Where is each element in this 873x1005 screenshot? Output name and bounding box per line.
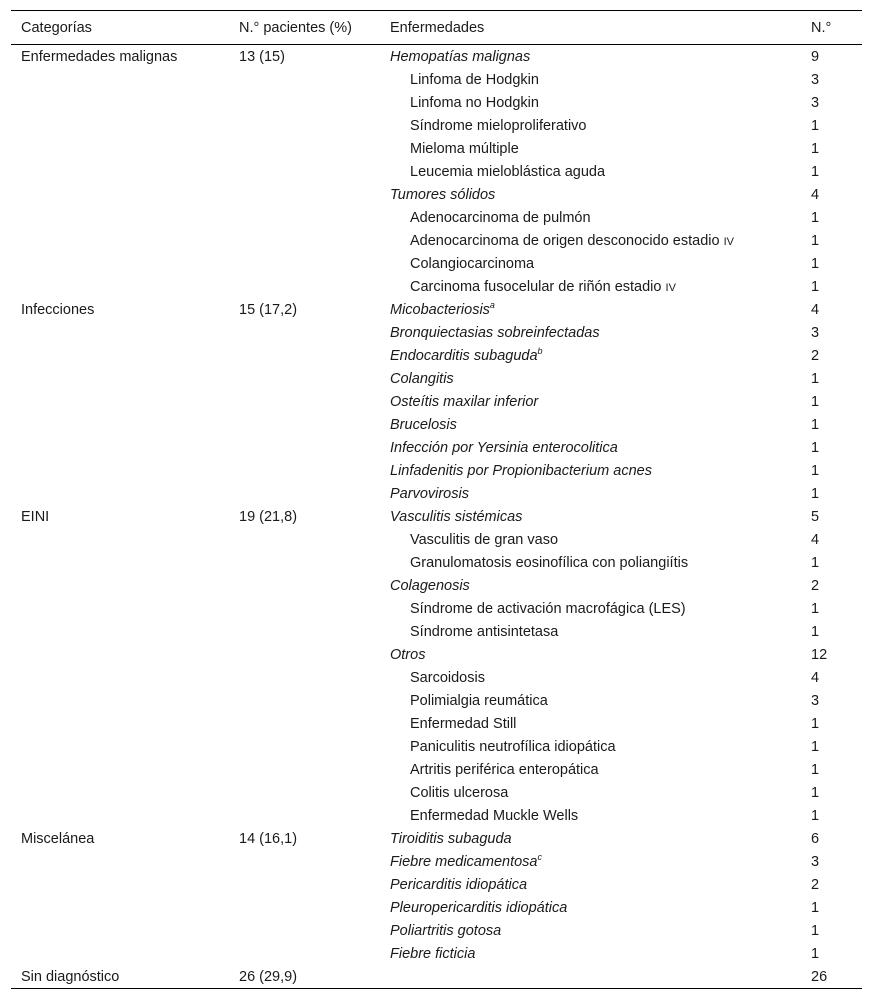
cell-categoria [11,252,229,275]
table-row [11,206,862,229]
table-row [11,321,862,344]
table-row [11,91,862,114]
cell-count: 1 [811,784,820,801]
cell-categoria [11,390,229,413]
enfermedad-label: Brucelosis [390,416,457,433]
cell-count: 1 [811,485,820,502]
enfermedad-label: Enfermedad Muckle Wells [410,807,579,824]
table-row [11,68,862,91]
cell-categoria [11,183,229,206]
cell-pacientes [229,252,380,275]
cell-categoria [11,942,229,965]
cell-count: 1 [811,462,820,479]
table-row [11,528,862,551]
cell-categoria [11,574,229,597]
table-body [11,45,862,989]
cell-categoria [11,367,229,390]
cell-pacientes [229,229,380,252]
cell-count: 1 [811,117,820,134]
table-row [11,367,862,390]
table-row [11,183,862,206]
cell-pacientes: 14 (16,1) [239,830,298,847]
table-row [11,919,862,942]
cell-categoria [11,804,229,827]
table-row [11,574,862,597]
cell-enfermedad [380,620,801,643]
cell-pacientes [229,804,380,827]
cell-pacientes: 19 (21,8) [239,508,298,525]
cell-count: 3 [811,324,820,341]
enfermedad-label: Carcinoma fusocelular de riñón estadio [410,278,662,295]
cell-pacientes [229,91,380,114]
cell-count: 3 [811,692,820,709]
cell-count: 2 [811,347,820,364]
cell-enfermedad [380,275,801,298]
cell-pacientes [229,574,380,597]
table-row [11,758,862,781]
cell-count: 3 [811,853,820,870]
cell-count: 1 [811,738,820,755]
cell-enfermedad [380,114,801,137]
cell-count: 4 [811,669,820,686]
cell-enfermedad [380,344,801,367]
cell-pacientes [229,689,380,712]
cell-count: 1 [811,623,820,640]
cell-count: 1 [811,899,820,916]
enfermedad-label: Sarcoidosis [410,669,485,686]
footnote-marker: b [537,345,543,356]
enfermedad-label: Síndrome antisintetasa [410,623,559,640]
enfermedad-label: Colangiocarcinoma [410,255,535,272]
table-row [11,298,862,321]
cell-categoria [11,413,229,436]
cell-enfermedad [380,436,801,459]
cell-enfermedad [380,137,801,160]
table-row [11,850,862,873]
cell-pacientes [229,183,380,206]
table-row [11,597,862,620]
table-row [11,643,862,666]
table-row [11,942,862,965]
enfermedad-label: Paniculitis neutrofílica idiopática [410,738,616,755]
cell-categoria [11,919,229,942]
enfermedad-label: Linfoma no Hodgkin [410,94,539,111]
table-row [11,551,862,574]
enfermedad-label: Micobacteriosis [390,301,490,318]
table-row [11,689,862,712]
table-row [11,459,862,482]
cell-pacientes [229,160,380,183]
header-row [11,11,862,45]
enfermedad-label: Pericarditis idiopática [390,876,528,893]
cell-pacientes [229,436,380,459]
cell-count: 1 [811,807,820,824]
table-row [11,827,862,850]
cell-count: 1 [811,922,820,939]
cell-pacientes [229,942,380,965]
cell-categoria [11,643,229,666]
cell-enfermedad [380,160,801,183]
cell-categoria [11,597,229,620]
cell-enfermedad [380,735,801,758]
cell-enfermedad [380,390,801,413]
cell-enfermedad [380,758,801,781]
enfermedad-label: Fiebre ficticia [390,945,476,962]
cell-enfermedad [380,942,801,965]
cell-count: 4 [811,186,820,203]
cell-categoria [11,850,229,873]
cell-categoria [11,689,229,712]
enfermedad-label: Tiroiditis subaguda [390,830,512,847]
cell-count: 1 [811,439,820,456]
enfermedad-label: Pleuropericarditis idiopática [390,899,568,916]
cell-categoria: Enfermedades malignas [21,48,178,65]
cell-pacientes [229,850,380,873]
enfermedad-label: Bronquiectasias sobreinfectadas [390,324,600,341]
enfermedad-label: Hemopatías malignas [390,48,531,65]
cell-enfermedad [380,68,801,91]
table-row [11,666,862,689]
cell-pacientes: 26 (29,9) [239,968,298,985]
cell-count: 1 [811,140,820,157]
cell-categoria [11,873,229,896]
enfermedad-label: Síndrome mieloproliferativo [410,117,587,134]
cell-categoria [11,620,229,643]
cell-pacientes [229,666,380,689]
cell-enfermedad [380,689,801,712]
cell-count: 3 [811,94,820,111]
enfermedad-label: Colitis ulcerosa [410,784,509,801]
table-row [11,275,862,298]
cell-categoria [11,68,229,91]
cell-categoria: Miscelánea [21,830,95,847]
cell-categoria: Infecciones [21,301,95,318]
cell-count: 2 [811,577,820,594]
cell-count: 4 [811,301,820,318]
table-row [11,390,862,413]
cell-count: 4 [811,531,820,548]
cell-enfermedad [380,206,801,229]
enfermedad-label: Enfermedad Still [410,715,517,732]
enfermedad-label: Linfadenitis por Propionibacterium acnes [390,462,652,479]
table-row [11,896,862,919]
table-row [11,735,862,758]
cell-enfermedad [380,482,801,505]
cell-pacientes: 15 (17,2) [239,301,298,318]
cell-pacientes [229,551,380,574]
header-categorias: Categorías [21,19,92,36]
cell-pacientes [229,781,380,804]
cell-categoria [11,275,229,298]
table-row [11,505,862,528]
cell-categoria [11,712,229,735]
cell-categoria [11,551,229,574]
cell-categoria: EINI [21,508,50,525]
cell-count: 1 [811,416,820,433]
diagnosis-table [11,10,862,989]
cell-enfermedad [380,965,801,989]
enfermedad-label: Mieloma múltiple [410,140,519,157]
cell-enfermedad [380,229,801,252]
cell-count: 1 [811,715,820,732]
enfermedad-label: Osteítis maxilar inferior [390,393,539,410]
cell-enfermedad [380,367,801,390]
cell-enfermedad [380,804,801,827]
cell-count: 1 [811,209,820,226]
cell-pacientes [229,597,380,620]
cell-categoria [11,229,229,252]
cell-pacientes [229,390,380,413]
enfermedad-label: Síndrome de activación macrofágica (LES) [410,600,686,617]
cell-categoria [11,482,229,505]
enfermedad-label: Adenocarcinoma de origen desconocido estadio [410,232,720,249]
header-count: N.° [811,19,832,36]
footnote-marker: c [537,851,542,862]
cell-count: 1 [811,278,820,295]
cell-enfermedad [380,919,801,942]
cell-enfermedad [380,873,801,896]
cell-count: 1 [811,761,820,778]
stage-label: IV [723,235,734,248]
table-row [11,781,862,804]
cell-count: 1 [811,163,820,180]
cell-pacientes [229,344,380,367]
cell-pacientes [229,114,380,137]
table-row [11,45,862,69]
enfermedad-label: Leucemia mieloblástica aguda [410,163,606,180]
cell-categoria [11,321,229,344]
enfermedad-label: Polimialgia reumática [410,692,548,709]
cell-enfermedad [380,712,801,735]
cell-count: 5 [811,508,820,525]
table-header [11,11,862,45]
cell-categoria [11,896,229,919]
cell-pacientes [229,758,380,781]
cell-pacientes [229,643,380,666]
cell-categoria [11,781,229,804]
cell-count: 9 [811,48,820,65]
cell-categoria [11,160,229,183]
cell-count: 1 [811,945,820,962]
cell-enfermedad [380,298,801,321]
cell-enfermedad [380,505,801,528]
enfermedad-label: Adenocarcinoma de pulmón [410,209,591,226]
enfermedad-label: Tumores sólidos [390,186,496,203]
cell-categoria [11,758,229,781]
cell-enfermedad [380,666,801,689]
cell-categoria [11,91,229,114]
cell-count: 6 [811,830,820,847]
cell-count: 26 [811,968,828,985]
cell-count: 1 [811,370,820,387]
cell-pacientes [229,321,380,344]
enfermedad-label: Artritis periférica enteropática [410,761,599,778]
enfermedad-label: Vasculitis de gran vaso [410,531,559,548]
cell-enfermedad [380,643,801,666]
cell-categoria [11,666,229,689]
cell-categoria [11,114,229,137]
cell-count: 1 [811,232,820,249]
enfermedad-label: Infección por Yersinia enterocolitica [390,439,618,456]
stage-label: IV [665,281,676,294]
enfermedad-label: Colagenosis [390,577,470,594]
cell-count: 1 [811,393,820,410]
cell-count: 1 [811,255,820,272]
header-pacientes: N.° pacientes (%) [239,19,352,36]
cell-enfermedad [380,850,801,873]
table-row [11,229,862,252]
table-row [11,436,862,459]
enfermedad-label: Fiebre medicamentosa [390,853,538,870]
cell-pacientes [229,137,380,160]
cell-enfermedad [380,252,801,275]
enfermedad-label: Vasculitis sistémicas [390,508,523,525]
cell-categoria [11,344,229,367]
cell-pacientes [229,919,380,942]
table-row [11,873,862,896]
table-row [11,160,862,183]
cell-enfermedad [380,827,801,850]
table-row [11,712,862,735]
cell-enfermedad [380,183,801,206]
table-row [11,620,862,643]
cell-pacientes [229,459,380,482]
cell-categoria: Sin diagnóstico [21,968,120,985]
enfermedad-label: Granulomatosis eosinofílica con poliangiítis [410,554,689,571]
cell-pacientes [229,620,380,643]
cell-enfermedad [380,91,801,114]
cell-count: 3 [811,71,820,88]
cell-count: 1 [811,554,820,571]
enfermedad-label: Poliartritis gotosa [390,922,502,939]
cell-pacientes [229,873,380,896]
cell-enfermedad [380,574,801,597]
cell-count: 12 [811,646,828,663]
cell-pacientes [229,896,380,919]
cell-categoria [11,528,229,551]
cell-pacientes [229,528,380,551]
cell-enfermedad [380,321,801,344]
table-row [11,114,862,137]
table-row [11,482,862,505]
cell-enfermedad [380,896,801,919]
cell-enfermedad [380,413,801,436]
cell-count: 2 [811,876,820,893]
cell-pacientes [229,413,380,436]
cell-pacientes [229,68,380,91]
cell-enfermedad [380,459,801,482]
cell-pacientes [229,367,380,390]
table-row [11,252,862,275]
enfermedad-label: Colangitis [390,370,454,387]
cell-pacientes [229,482,380,505]
table-row [11,137,862,160]
cell-categoria [11,206,229,229]
cell-enfermedad [380,528,801,551]
cell-categoria [11,459,229,482]
table-row [11,804,862,827]
enfermedad-label: Linfoma de Hodgkin [410,71,539,88]
cell-pacientes: 13 (15) [239,48,285,65]
enfermedad-label: Parvovirosis [390,485,469,502]
enfermedad-label: Otros [390,646,426,663]
cell-categoria [11,137,229,160]
table-row [11,965,862,989]
cell-pacientes [229,275,380,298]
cell-enfermedad [380,597,801,620]
cell-pacientes [229,712,380,735]
cell-enfermedad [380,45,801,69]
cell-categoria [11,436,229,459]
cell-pacientes [229,206,380,229]
cell-count: 1 [811,600,820,617]
cell-categoria [11,735,229,758]
footnote-marker: a [489,299,495,310]
enfermedad-label: Endocarditis subaguda [390,347,538,364]
cell-enfermedad [380,781,801,804]
cell-enfermedad [380,551,801,574]
table-row [11,344,862,367]
diagnosis-table-container [11,10,862,989]
cell-pacientes [229,735,380,758]
header-enfermedades: Enfermedades [390,19,485,36]
table-row [11,413,862,436]
